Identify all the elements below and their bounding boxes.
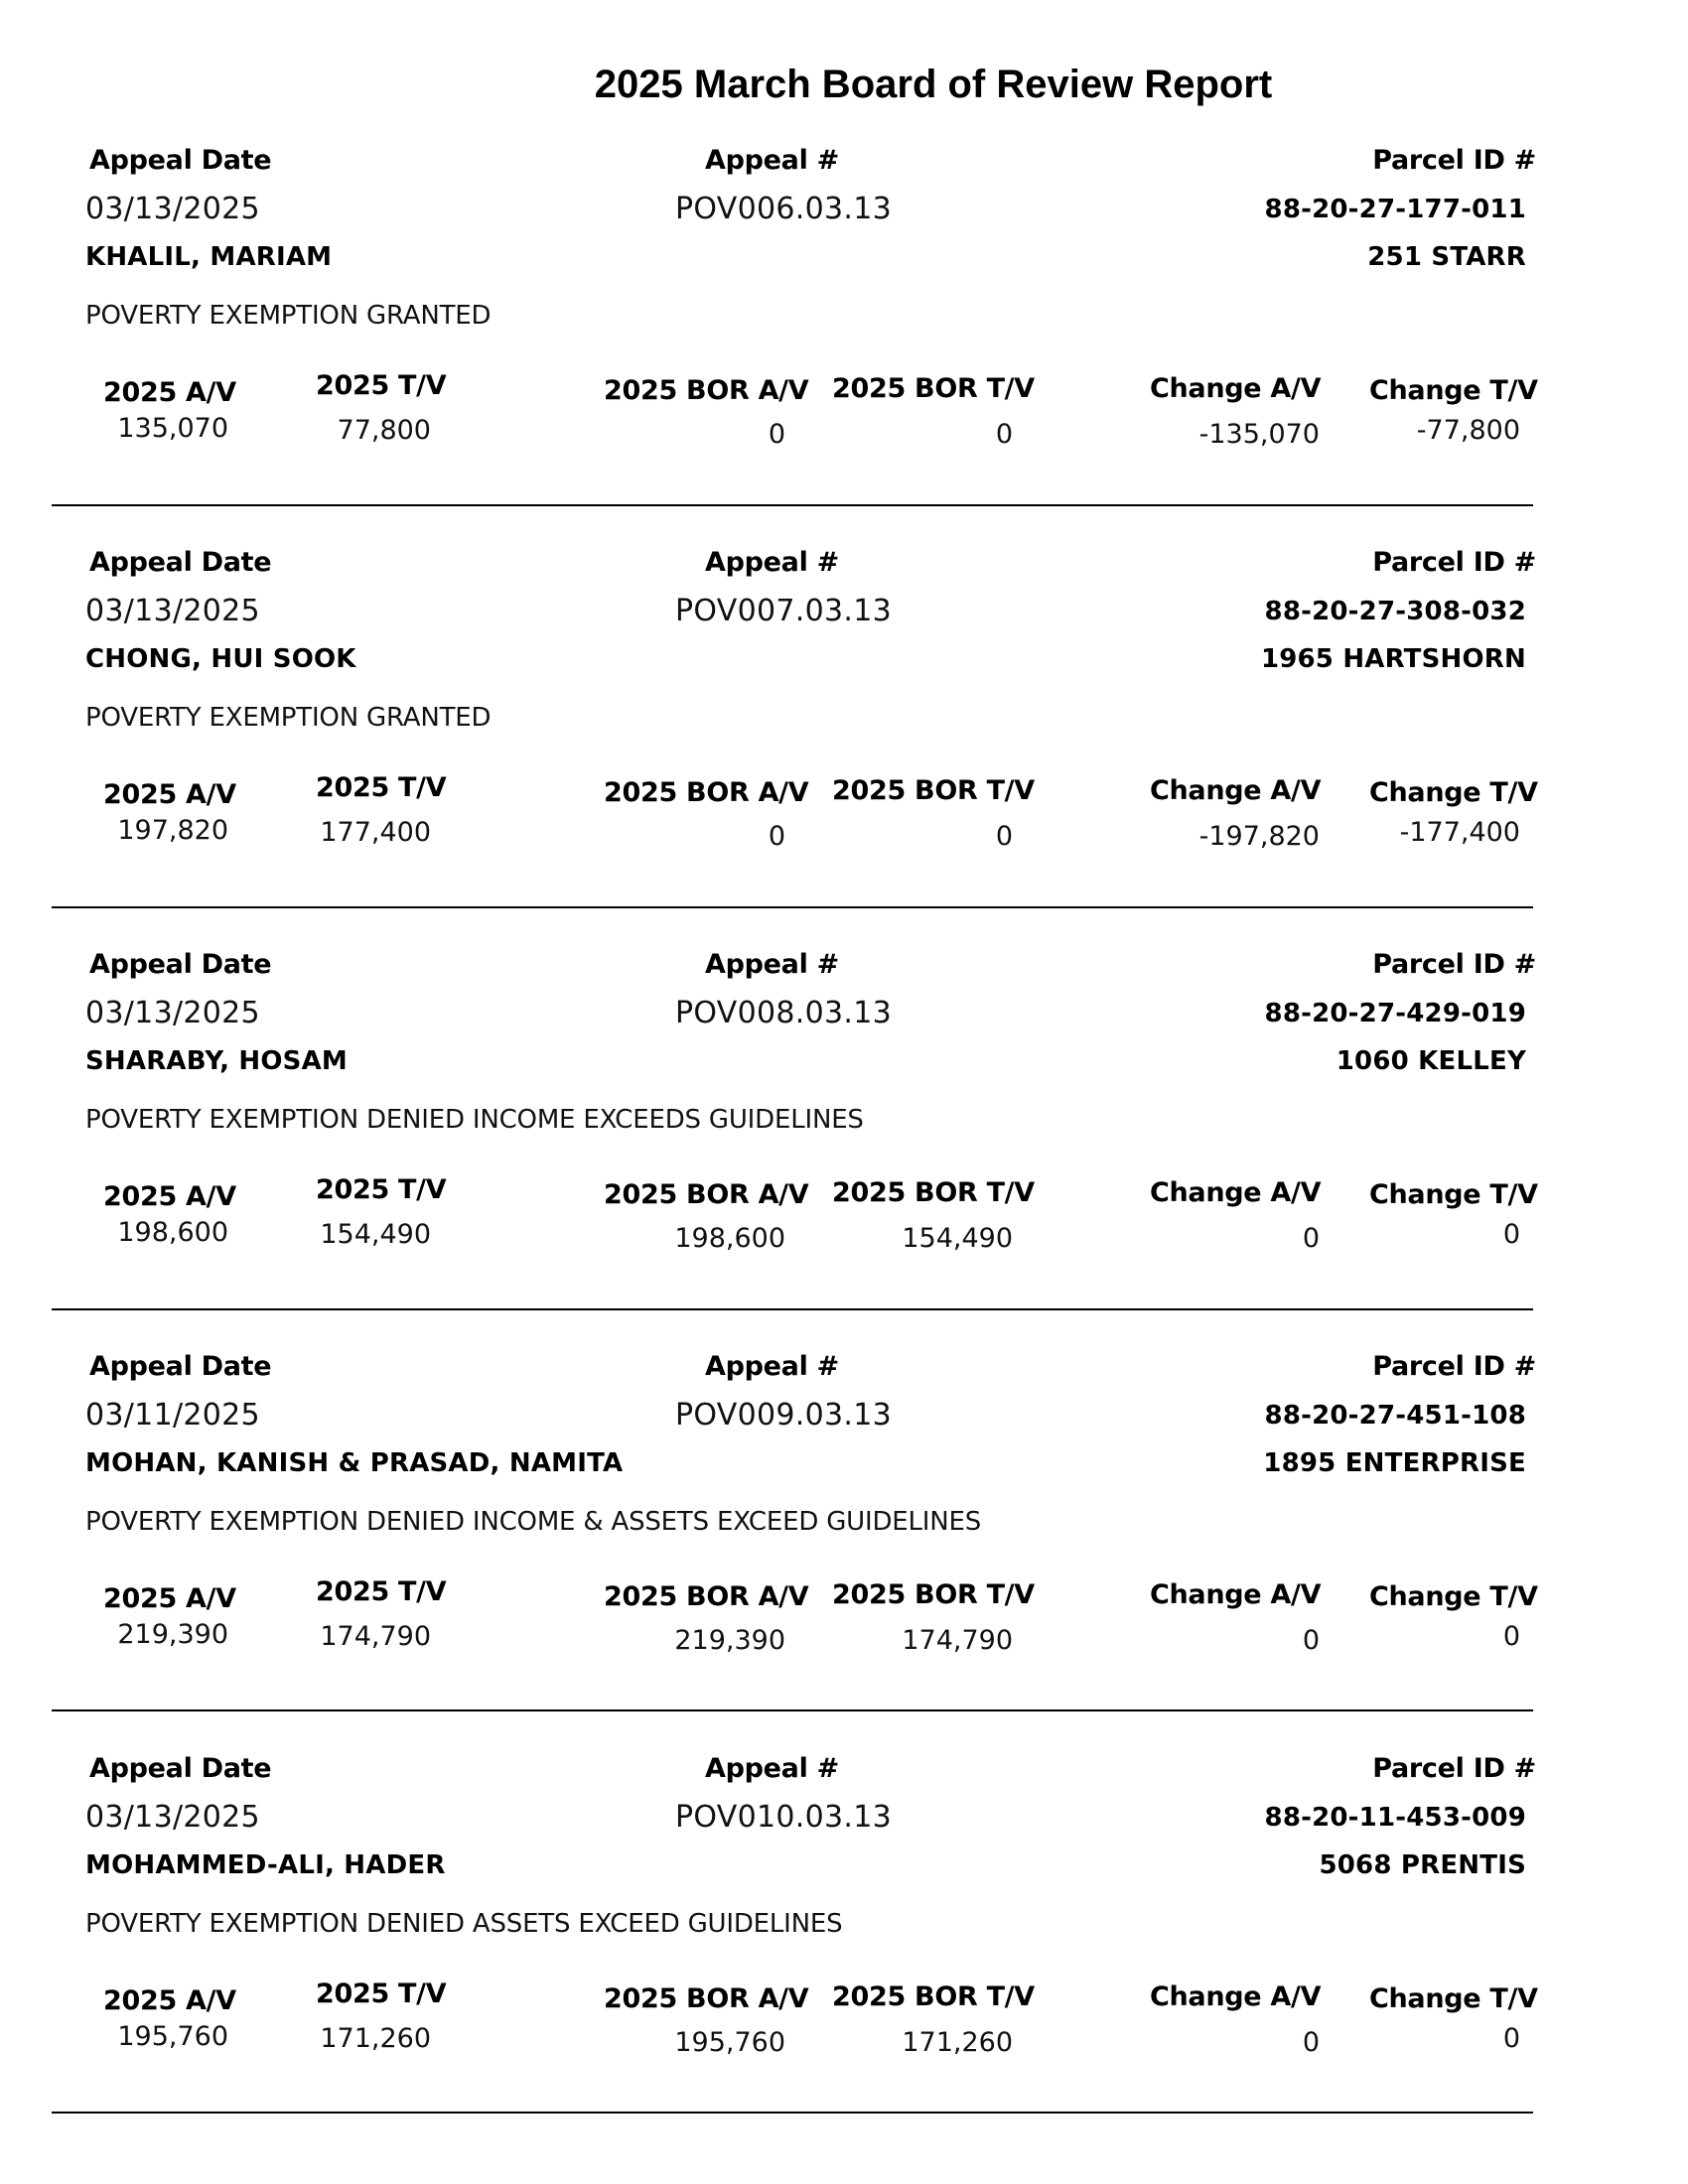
- owner-name: CHONG, HUI SOOK: [85, 644, 356, 674]
- appeal-number-label: Appeal #: [705, 547, 839, 578]
- owner-name: KHALIL, MARIAM: [85, 242, 333, 272]
- change-tv-label: Change T/V: [1369, 777, 1538, 808]
- record-divider: [52, 1709, 1533, 1711]
- change-av-label: Change A/V: [1150, 1177, 1322, 1208]
- bor-av-label: 2025 BOR A/V: [604, 777, 809, 808]
- av-label: 2025 A/V: [103, 779, 236, 810]
- change-av-value: 0: [1302, 1223, 1320, 1254]
- decision-text: POVERTY EXEMPTION GRANTED: [85, 301, 492, 331]
- appeal-date-value: 03/11/2025: [85, 1398, 260, 1433]
- appeal-number-value: POV006.03.13: [675, 192, 892, 226]
- bor-tv-label: 2025 BOR T/V: [832, 373, 1035, 404]
- bor-tv-label: 2025 BOR T/V: [832, 1981, 1035, 2012]
- change-av-label: Change A/V: [1150, 1981, 1322, 2012]
- parcel-id-label: Parcel ID #: [1372, 1351, 1536, 1382]
- property-address: 5068 PRENTIS: [1319, 1850, 1526, 1880]
- av-label: 2025 A/V: [103, 1583, 236, 1614]
- record-divider: [52, 906, 1533, 908]
- appeal-date-value: 03/13/2025: [85, 1800, 260, 1835]
- bor-av-label: 2025 BOR A/V: [604, 1581, 809, 1612]
- parcel-id-value: 88-20-27-177-011: [1264, 195, 1526, 224]
- change-tv-value: 0: [1502, 1219, 1520, 1250]
- tv-value: 154,490: [320, 1219, 431, 1250]
- appeal-record: [0, 139, 1688, 540]
- change-tv-value: -177,400: [1399, 817, 1520, 848]
- appeal-date-value: 03/13/2025: [85, 192, 260, 226]
- appeal-record: [0, 1747, 1688, 2148]
- bor-av-value: 0: [768, 419, 785, 450]
- record-divider: [52, 504, 1533, 506]
- parcel-id-value: 88-20-27-308-032: [1264, 597, 1526, 626]
- appeal-record: [0, 541, 1688, 942]
- change-tv-label: Change T/V: [1369, 375, 1538, 406]
- bor-av-label: 2025 BOR A/V: [604, 375, 809, 406]
- change-tv-value: 0: [1502, 1621, 1520, 1652]
- change-av-value: -135,070: [1198, 419, 1320, 450]
- bor-av-label: 2025 BOR A/V: [604, 1983, 809, 2014]
- decision-text: POVERTY EXEMPTION DENIED INCOME & ASSETS EXCEED GUIDELINES: [85, 1507, 982, 1537]
- tv-label: 2025 T/V: [316, 772, 447, 803]
- appeal-date-value: 03/13/2025: [85, 594, 260, 628]
- av-value: 135,070: [117, 413, 228, 444]
- bor-tv-value: 154,490: [902, 1223, 1013, 1254]
- appeal-number-label: Appeal #: [705, 145, 839, 176]
- appeal-number-label: Appeal #: [705, 949, 839, 980]
- change-av-label: Change A/V: [1150, 775, 1322, 806]
- appeal-number-value: POV010.03.13: [675, 1800, 892, 1835]
- tv-label: 2025 T/V: [316, 1576, 447, 1607]
- change-tv-label: Change T/V: [1369, 1983, 1538, 2014]
- av-value: 195,760: [117, 2021, 228, 2052]
- appeal-date-label: Appeal Date: [89, 145, 272, 176]
- appeal-date-label: Appeal Date: [89, 1753, 272, 1784]
- bor-tv-value: 0: [995, 419, 1013, 450]
- change-tv-label: Change T/V: [1369, 1581, 1538, 1612]
- owner-name: SHARABY, HOSAM: [85, 1046, 348, 1076]
- av-value: 197,820: [117, 815, 228, 846]
- appeal-date-label: Appeal Date: [89, 547, 272, 578]
- parcel-id-label: Parcel ID #: [1372, 547, 1536, 578]
- owner-name: MOHAN, KANISH & PRASAD, NAMITA: [85, 1448, 624, 1478]
- change-av-value: 0: [1302, 1625, 1320, 1656]
- appeal-date-label: Appeal Date: [89, 949, 272, 980]
- appeal-number-value: POV008.03.13: [675, 996, 892, 1030]
- av-label: 2025 A/V: [103, 1985, 236, 2016]
- tv-value: 77,800: [337, 415, 431, 446]
- bor-av-value: 195,760: [674, 2027, 785, 2058]
- property-address: 1895 ENTERPRISE: [1263, 1448, 1526, 1478]
- change-av-label: Change A/V: [1150, 1579, 1322, 1610]
- record-divider: [52, 1308, 1533, 1310]
- bor-av-value: 198,600: [674, 1223, 785, 1254]
- parcel-id-value: 88-20-11-453-009: [1264, 1803, 1526, 1833]
- bor-tv-value: 0: [995, 821, 1013, 852]
- bor-tv-value: 171,260: [902, 2027, 1013, 2058]
- bor-tv-value: 174,790: [902, 1625, 1013, 1656]
- parcel-id-value: 88-20-27-429-019: [1264, 999, 1526, 1028]
- bor-tv-label: 2025 BOR T/V: [832, 1177, 1035, 1208]
- change-av-value: 0: [1302, 2027, 1320, 2058]
- decision-text: POVERTY EXEMPTION GRANTED: [85, 703, 492, 733]
- change-tv-value: 0: [1502, 2023, 1520, 2054]
- appeal-number-label: Appeal #: [705, 1351, 839, 1382]
- av-value: 198,600: [117, 1217, 228, 1248]
- change-av-label: Change A/V: [1150, 373, 1322, 404]
- tv-value: 171,260: [320, 2023, 431, 2054]
- property-address: 251 STARR: [1367, 242, 1526, 272]
- tv-value: 174,790: [320, 1621, 431, 1652]
- bor-tv-label: 2025 BOR T/V: [832, 1579, 1035, 1610]
- report-title: 2025 March Board of Review Report: [594, 63, 1273, 106]
- bor-av-value: 0: [768, 821, 785, 852]
- change-tv-label: Change T/V: [1369, 1179, 1538, 1210]
- appeal-date-value: 03/13/2025: [85, 996, 260, 1030]
- appeal-record: [0, 943, 1688, 1344]
- owner-name: MOHAMMED-ALI, HADER: [85, 1850, 446, 1880]
- appeal-number-label: Appeal #: [705, 1753, 839, 1784]
- property-address: 1060 KELLEY: [1336, 1046, 1526, 1076]
- bor-av-value: 219,390: [674, 1625, 785, 1656]
- tv-label: 2025 T/V: [316, 370, 447, 401]
- tv-value: 177,400: [320, 817, 431, 848]
- change-tv-value: -77,800: [1416, 415, 1520, 446]
- parcel-id-value: 88-20-27-451-108: [1264, 1401, 1526, 1431]
- av-label: 2025 A/V: [103, 1181, 236, 1212]
- record-divider: [52, 2112, 1533, 2114]
- decision-text: POVERTY EXEMPTION DENIED INCOME EXCEEDS GUIDELINES: [85, 1105, 864, 1135]
- bor-tv-label: 2025 BOR T/V: [832, 775, 1035, 806]
- appeal-number-value: POV009.03.13: [675, 1398, 892, 1433]
- tv-label: 2025 T/V: [316, 1979, 447, 2009]
- appeal-date-label: Appeal Date: [89, 1351, 272, 1382]
- bor-av-label: 2025 BOR A/V: [604, 1179, 809, 1210]
- tv-label: 2025 T/V: [316, 1174, 447, 1205]
- parcel-id-label: Parcel ID #: [1372, 1753, 1536, 1784]
- parcel-id-label: Parcel ID #: [1372, 145, 1536, 176]
- av-label: 2025 A/V: [103, 377, 236, 408]
- appeal-record: [0, 1345, 1688, 1746]
- change-av-value: -197,820: [1198, 821, 1320, 852]
- decision-text: POVERTY EXEMPTION DENIED ASSETS EXCEED GUIDELINES: [85, 1909, 843, 1939]
- av-value: 219,390: [117, 1619, 228, 1650]
- parcel-id-label: Parcel ID #: [1372, 949, 1536, 980]
- appeal-number-value: POV007.03.13: [675, 594, 892, 628]
- property-address: 1965 HARTSHORN: [1260, 644, 1526, 674]
